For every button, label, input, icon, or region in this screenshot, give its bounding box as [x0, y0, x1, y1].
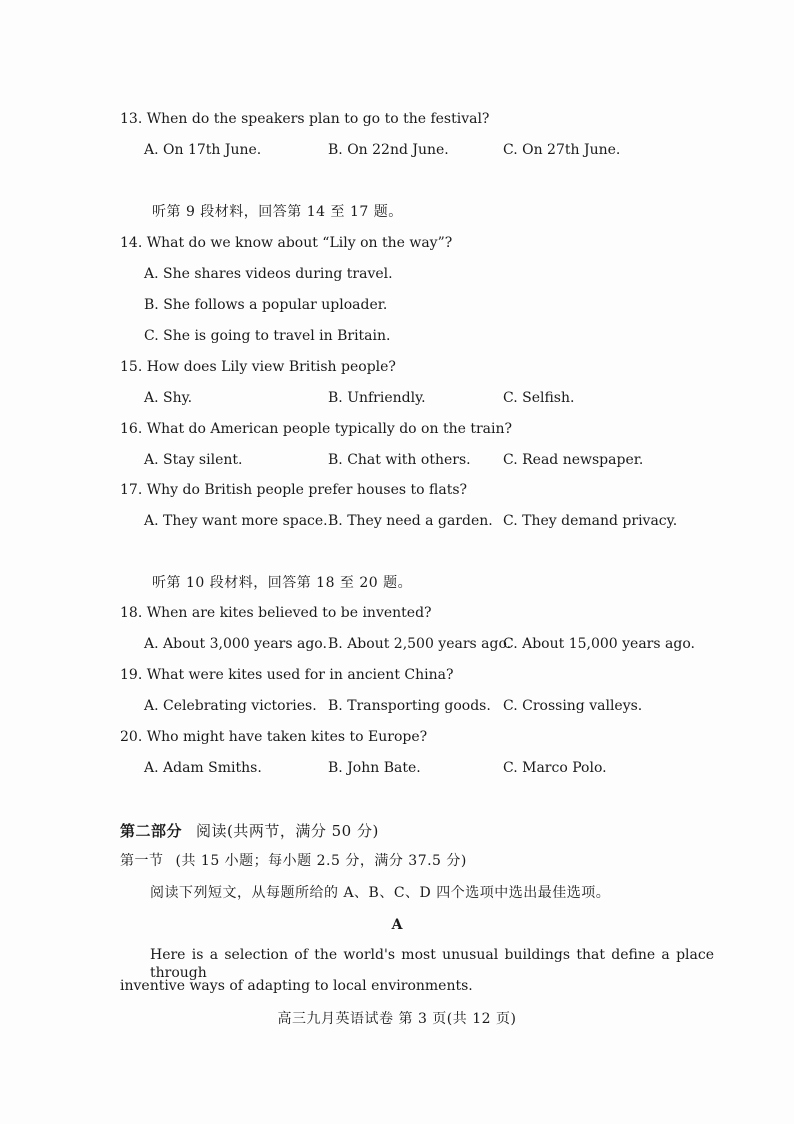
question-15-option-c: C. Selfish. — [503, 390, 575, 406]
question-20-stem: 20. Who might have taken kites to Europe? — [120, 729, 428, 745]
question-19-stem: 19. What were kites used for in ancient China? — [120, 667, 454, 683]
question-17-stem: 17. Why do British people prefer houses to flats? — [120, 482, 468, 498]
page-footer: 高三九月英语试卷 第 3 页(共 12 页) — [277, 1011, 517, 1027]
question-19-option-a: A. Celebrating victories. — [144, 698, 317, 714]
question-15-stem: 15. How does Lily view British people? — [120, 359, 396, 375]
question-17-option-b: B. They need a garden. — [328, 513, 493, 529]
section-9-instruction: 听第 9 段材料，回答第 14 至 17 题。 — [152, 204, 403, 220]
part-2-subtitle: 阅读(共两节，满分 50 分) — [196, 822, 379, 840]
question-17-option-a: A. They want more space. — [144, 513, 328, 529]
passage-line-2: inventive ways of adapting to local environments. — [120, 978, 473, 994]
question-14-option-a: A. She shares videos during travel. — [144, 266, 393, 282]
section-1-description: (共 15 小题；每小题 2.5 分，满分 37.5 分) — [175, 853, 467, 869]
question-13-option-a: A. On 17th June. — [144, 142, 262, 158]
question-13-option-c: C. On 27th June. — [503, 142, 621, 158]
section-10-instruction: 听第 10 段材料，回答第 18 至 20 题。 — [152, 575, 413, 591]
question-20-option-a: A. Adam Smiths. — [144, 760, 262, 776]
question-20-option-b: B. John Bate. — [328, 760, 421, 776]
question-14-option-c: C. She is going to travel in Britain. — [144, 328, 391, 344]
question-17-option-c: C. They demand privacy. — [503, 513, 678, 529]
question-19-option-c: C. Crossing valleys. — [503, 698, 643, 714]
part-2-heading — [120, 822, 379, 840]
question-20-option-c: C. Marco Polo. — [503, 760, 607, 776]
question-16-option-b: B. Chat with others. — [328, 452, 471, 468]
question-18-option-a: A. About 3,000 years ago. — [144, 636, 327, 652]
question-18-option-b: B. About 2,500 years ago. — [328, 636, 512, 652]
question-16-stem: 16. What do American people typically do on the train? — [120, 421, 512, 437]
question-16-option-a: A. Stay silent. — [144, 452, 243, 468]
question-14-stem: 14. What do we know about “Lily on the way”? — [120, 235, 453, 251]
question-19-option-b: B. Transporting goods. — [328, 698, 491, 714]
question-15-option-b: B. Unfriendly. — [328, 390, 426, 406]
passage-letter: A — [391, 917, 403, 933]
question-13-option-b: B. On 22nd June. — [328, 142, 449, 158]
reading-instruction: 阅读下列短文，从每题所给的 A、B、C、D 四个选项中选出最佳选项。 — [150, 885, 611, 901]
passage-line-1: Here is a selection of the world's most unusual buildings that define a place through — [150, 947, 714, 981]
question-16-option-c: C. Read newspaper. — [503, 452, 644, 468]
section-1-label: 第一节 — [120, 853, 164, 869]
question-18-stem: 18. When are kites believed to be invented? — [120, 605, 432, 621]
question-14-option-b: B. She follows a popular uploader. — [144, 297, 388, 313]
part-2-title: 第二部分 — [120, 822, 183, 840]
section-1-heading — [120, 852, 467, 870]
question-18-option-c: C. About 15,000 years ago. — [503, 636, 695, 652]
question-15-option-a: A. Shy. — [144, 390, 193, 406]
question-13-stem: 13. When do the speakers plan to go to the festival? — [120, 111, 490, 127]
